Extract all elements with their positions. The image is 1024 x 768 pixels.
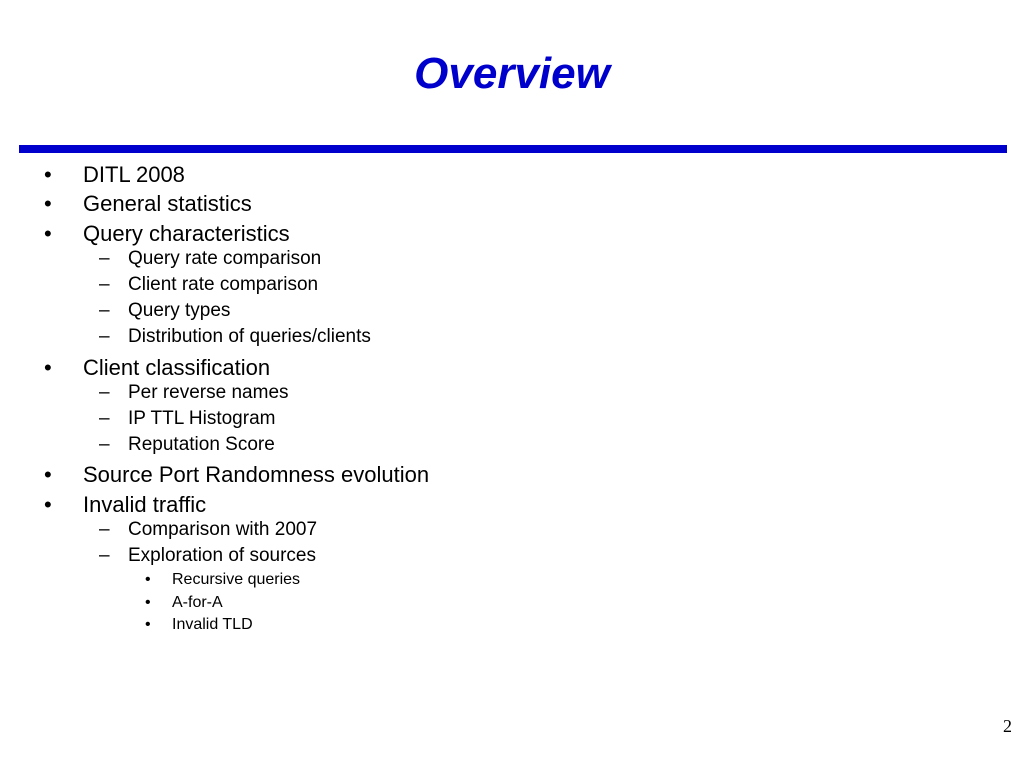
bullet-ditl-2008 <box>0 158 1024 187</box>
dash-marker: – <box>99 434 110 456</box>
bullet-marker: • <box>44 191 52 217</box>
bullet-marker: • <box>44 220 52 246</box>
dash-marker: – <box>99 300 110 322</box>
sub-item-text: Client rate comparison <box>128 274 319 296</box>
sub-item-query-rate-comparison <box>0 246 1024 272</box>
bullet-query-characteristics <box>0 217 1024 246</box>
bullet-marker: • <box>145 616 151 634</box>
bullet-text: Client classification <box>83 354 271 380</box>
bullet-marker: • <box>145 593 151 611</box>
sub-item-client-rate-comparison <box>0 272 1024 298</box>
sub-item-distribution-of-queries <box>0 324 1024 350</box>
dash-marker: – <box>99 381 110 403</box>
sub-item-exploration-of-sources <box>0 543 1024 569</box>
bullet-text: Source Port Randomness evolution <box>83 462 430 488</box>
dash-marker: – <box>99 326 110 348</box>
sub-sub-item-text: A-for-A <box>172 593 223 611</box>
bullet-marker: • <box>44 354 52 380</box>
bullet-marker: • <box>44 462 52 488</box>
sub-sub-item-a-for-a <box>0 592 1024 615</box>
bullet-text: Query characteristics <box>83 220 290 246</box>
dash-marker: – <box>99 519 110 540</box>
sub-item-reputation-score <box>0 432 1024 458</box>
bullet-marker: • <box>145 571 151 589</box>
dash-marker: – <box>99 274 110 296</box>
outline-list <box>0 158 1024 637</box>
sub-sub-item-text: Invalid TLD <box>172 616 253 634</box>
title-rule <box>19 145 1007 153</box>
sub-item-text: Query rate comparison <box>128 248 322 270</box>
bullet-marker: • <box>44 491 52 517</box>
bullet-marker: • <box>44 162 52 187</box>
bullet-invalid-traffic <box>0 488 1024 517</box>
bullet-text: Invalid traffic <box>83 491 207 517</box>
sub-item-comparison-with-2007 <box>0 517 1024 543</box>
sub-sub-item-recursive-queries <box>0 569 1024 592</box>
sub-item-text: Exploration of sources <box>128 545 316 567</box>
bullet-text: General statistics <box>83 191 252 217</box>
sub-item-ip-ttl-histogram <box>0 406 1024 432</box>
sub-item-text: Query types <box>128 300 231 322</box>
sub-item-text: Comparison with 2007 <box>128 519 318 540</box>
slide-title: Overview <box>414 49 610 98</box>
page-number: 2 <box>1003 716 1012 736</box>
sub-sub-item-invalid-tld <box>0 614 1024 637</box>
dash-marker: – <box>99 248 110 270</box>
bullet-text: DITL 2008 <box>83 162 185 187</box>
dash-marker: – <box>99 408 110 430</box>
bullet-client-classification <box>0 351 1024 380</box>
sub-sub-item-text: Recursive queries <box>172 571 301 589</box>
dash-marker: – <box>99 545 110 567</box>
sub-item-text: Reputation Score <box>128 434 275 456</box>
sub-item-text: Per reverse names <box>128 381 289 403</box>
sub-item-query-types <box>0 298 1024 324</box>
sub-item-text: IP TTL Histogram <box>128 408 276 430</box>
sub-item-text: Distribution of queries/clients <box>128 326 371 348</box>
sub-item-per-reverse-names <box>0 380 1024 406</box>
bullet-general-statistics <box>0 187 1024 216</box>
bullet-source-port-randomness <box>0 458 1024 487</box>
